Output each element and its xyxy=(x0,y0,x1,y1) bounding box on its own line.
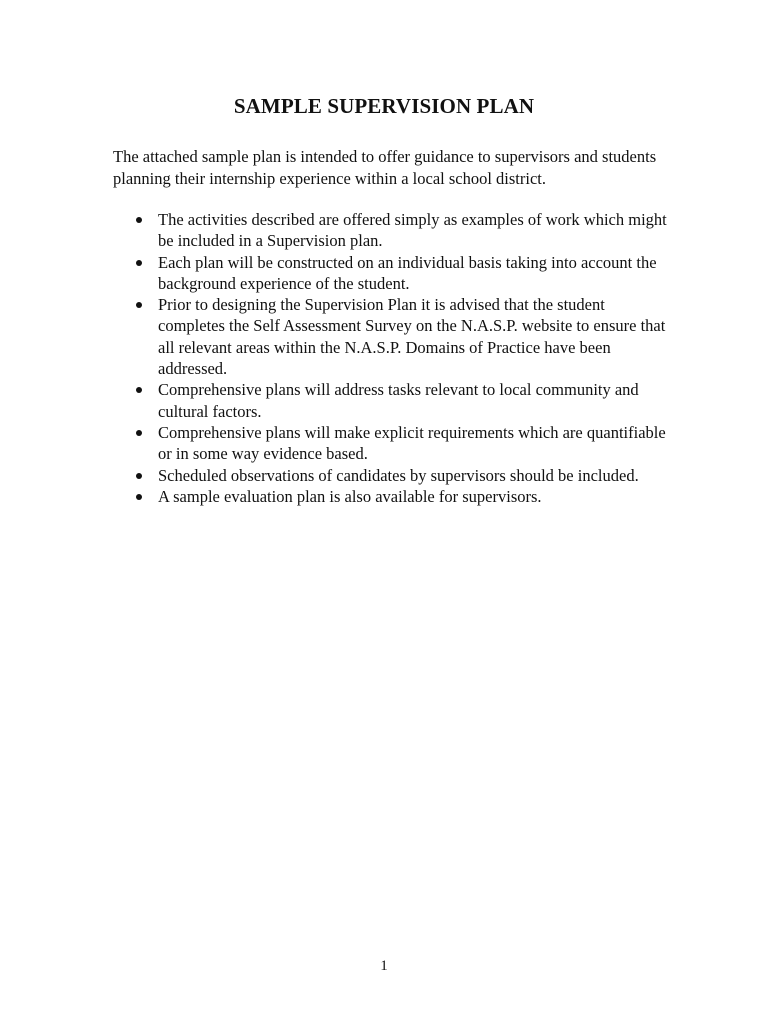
list-item-text: Each plan will be constructed on an individual basis taking into account the background experience of the student. xyxy=(158,252,657,293)
list-item xyxy=(113,209,673,252)
list-item-text: Prior to designing the Supervision Plan it is advised that the student completes the Self Assessment Survey on the N.A.S.P. website to ensure that all relevant areas within the N.A.S.P. Domains of Practice have been addressed. xyxy=(158,295,666,379)
list-item-text: Scheduled observations of candidates by supervisors should be included. xyxy=(158,465,639,485)
bullet-icon xyxy=(136,217,142,223)
list-item-text: Comprehensive plans will make explicit requirements which are quantifiable or in some way evidence based. xyxy=(158,422,666,464)
intro-paragraph: The attached sample plan is intended to offer guidance to supervisors and students planning their internship experience within a local school district. xyxy=(113,147,657,188)
list-item xyxy=(113,379,673,422)
page-title: SAMPLE SUPERVISION PLAN xyxy=(233,94,535,118)
list-item xyxy=(113,294,673,379)
list-item-text: The activities described are offered simply as examples of work which might be included in a Supervision plan. xyxy=(158,210,667,251)
bullet-icon xyxy=(136,387,142,393)
page-number: 1 xyxy=(380,958,388,974)
list-item xyxy=(113,252,673,295)
list-item-text: Comprehensive plans will address tasks relevant to local community and cultural factors. xyxy=(158,380,639,421)
bullet-icon xyxy=(136,473,142,479)
list-item-text: A sample evaluation plan is also available for supervisors. xyxy=(158,486,542,506)
list-item xyxy=(113,486,673,507)
guidance-bullet-list xyxy=(113,209,673,507)
bullet-icon xyxy=(136,260,142,266)
list-item xyxy=(113,422,673,465)
bullet-icon xyxy=(136,494,142,500)
bullet-icon xyxy=(136,302,142,308)
bullet-icon xyxy=(136,430,142,436)
list-item xyxy=(113,465,673,486)
